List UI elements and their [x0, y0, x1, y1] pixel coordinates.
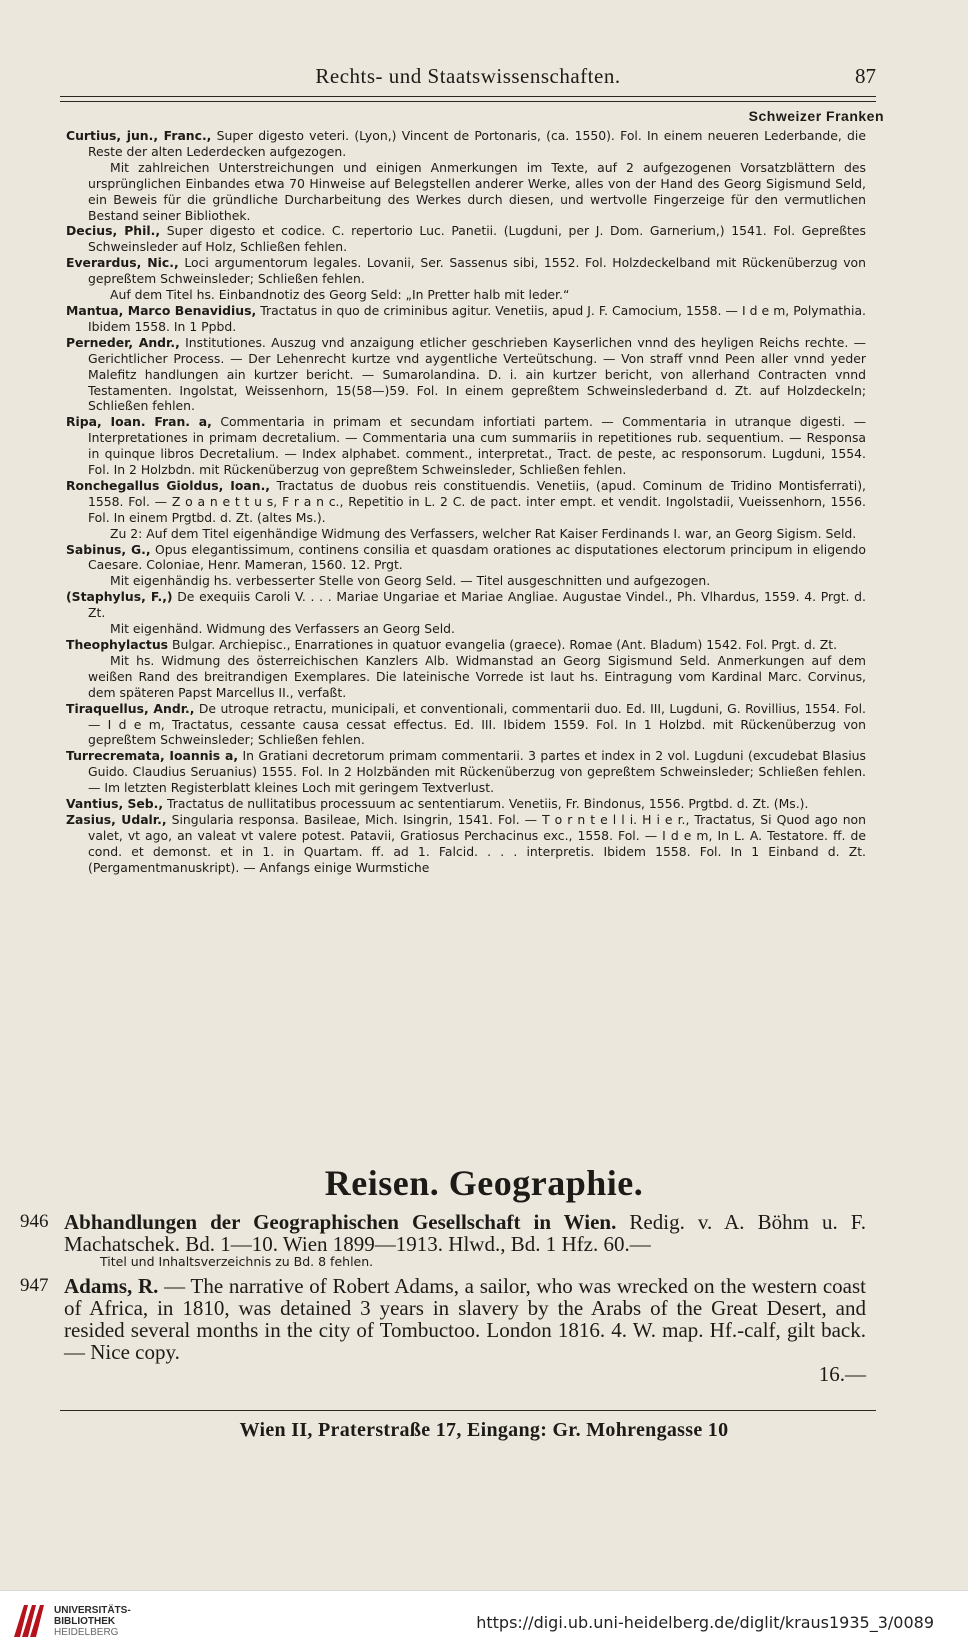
footer-rule [60, 1410, 876, 1411]
entry-text [64, 1211, 866, 1255]
entry-body: Commentaria in primam et secundam infortiati partem. — Commentaria in utranque digesti. — Interpretationes in primam decretalium. — Commentaria una cum summariis in repetitiones rub. sequentium. — Responsa in quinque libros Decretalium. — Index alphabet. comment., interpretat., Tract. de peste, ac responsorum. Lugduni, 1554. Fol. In 2 Holzbdn. mit Rückenüberzug von gepreßtem Schweinsleder, Schließen fehlen. [88, 414, 867, 478]
entry-note: Mit eigenhänd. Widmung des Verfassers an Georg Seld. [110, 621, 455, 637]
entry-author: Turrecremata, Ioannis a, [66, 748, 239, 764]
entry-text [66, 701, 866, 749]
entry-price: 60.— [603, 1232, 651, 1256]
catalog-entry [66, 128, 866, 223]
library-name-line1: UNIVERSITÄTS- [54, 1605, 131, 1616]
entry-body: Super digesto veteri. (Lyon,) Vincent de Portonaris, (ca. 1550). Fol. In einem neueren Lederbande, die Reste der alten Lederdecken aufgezogen. [88, 128, 866, 159]
entry-text [66, 542, 866, 574]
entry-author: Ronchegallus Gioldus, Ioan., [66, 477, 270, 493]
section-title: Reisen. Geographie. [324, 1163, 644, 1203]
library-logo-icon [10, 1601, 48, 1641]
entry-body: Redig. v. A. Böhm u. F. Machatschek. Bd. 1—10. Wien 1899—1913. Hlwd., Bd. 1 Hfz. [64, 1210, 866, 1256]
entry-author: Everardus, Nic., [66, 255, 179, 271]
entry-author: Abhandlungen der Geographischen Gesellschaft in Wien. [64, 1210, 617, 1234]
numbered-entry [20, 1211, 866, 1269]
catalog-entry [66, 303, 866, 335]
library-name [54, 1605, 131, 1638]
entry-text [66, 303, 866, 335]
entry-text [66, 748, 866, 796]
catalog-entry [66, 812, 866, 876]
catalog-entry [66, 335, 866, 415]
catalog-entry [66, 478, 866, 542]
entry-number: 946 [20, 1211, 49, 1232]
entry-note: Mit hs. Widmung des österreichischen Kanzlers Alb. Widmanstad an Georg Sigismund Seld. Anmerkungen auf dem weißen Rand des breitrandigen Exemplares. Die lateinische Vorrede ist laut hs. Eintragung vom Kardinal Marc. Corvinus, dem späteren Papst Marcellus II., verfaßt. [88, 652, 866, 700]
entry-price: 16.— [818, 1362, 866, 1386]
library-bar [0, 1590, 968, 1652]
entry-body: De utroque retractu, municipali, et conventionali, commentarii duo. Ed. III, Lugduni, G. Rovillius, 1554. Fol. — I d e m, Tractatus, cessante causa cessat effectus. Ed. III. Ibidem 1559. Fol. In 1 Holzbd. mit Rückenüberzug von gepreßtem Schweinsleder; Schließen fehlen. [88, 700, 866, 748]
catalog-entry [66, 414, 866, 478]
page-number: 87 [855, 64, 876, 88]
entry-text [66, 637, 866, 653]
running-head [60, 64, 876, 94]
catalog-entry [66, 589, 866, 637]
entry-body: — The narrative of Robert Adams, a sailor, who was wrecked on the western coast of Africa, in 1810, was detained 3 years in slavery by the Arabs of the Great Desert, and resided several months in the city of Tombuctoo. London 1816. 4. W. map. Hf.-calf, gilt back. — Nice copy. [64, 1274, 866, 1364]
catalog-entry [66, 223, 866, 255]
entry-author: Mantua, Marco Benavidius, [66, 302, 257, 318]
library-name-line3: HEIDELBERG [54, 1627, 119, 1638]
entry-text [66, 478, 866, 526]
entry-text [66, 414, 866, 478]
catalog-entry [66, 796, 866, 812]
numbered-entries [20, 1211, 866, 1391]
catalog-entry [66, 637, 866, 701]
currency-label: Schweizer Franken [748, 108, 884, 124]
entry-author: Adams, R. [64, 1274, 159, 1298]
entry-body: Tractatus de duobus reis constituendis. Venetiis, (apud. Cominum de Tridino Montisferrati), 1558. Fol. — Z o a n e t t u s, F r a n c., Repetitio in L. 2 C. de pact. inter empt. et vendit. Ingolstadii, Vueissenhorn, 1556. Fol. In einem Prgtbd. d. Zt. (altes Ms.). [88, 477, 866, 525]
entry-note: Mit zahlreichen Unterstreichungen und einigen Anmerkungen im Texte, auf 2 aufgezogenen Vorsatzblättern des ursprünglichen Einbandes etwa 70 Hinweise auf Belegstellen anderer Werke, alles von der Hand des Georg Sigismund Seld, ein Beweis für die gründliche Durcharbeitung des Werkes durch diesen, und wertvolle Fingerzeige für den vermutlichen Bestand seiner Bibliothek. [88, 159, 866, 223]
running-head-title: Rechts- und Staatswissenschaften. [315, 64, 621, 88]
entry-note: Mit eigenhändig hs. verbesserter Stelle von Georg Seld. — Titel ausgeschnitten und aufgezogen. [110, 573, 711, 589]
entry-note: Titel und Inhaltsverzeichnis zu Bd. 8 fehlen. [100, 1254, 374, 1269]
entry-body: In Gratiani decretorum primam commentarii. 3 partes et index in 2 vol. Lugduni (excudebat Blasius Guido. Claudius Seruanius) 1555. Fol. In 2 Holzbänden mit Rückenüberzug von gepreßtem Schweinsleder; Schließen fehlen. — Im letzten Registerblatt kleines Loch mit geringem Textverlust. [88, 748, 866, 796]
permalink-url[interactable]: https://digi.ub.uni-heidelberg.de/diglit/kraus1935_3/0089 [476, 1613, 934, 1632]
entry-body: Loci argumentorum legales. Lovanii, Ser. Sassenus sibi, 1552. Fol. Holzdeckelband mit Rückenüberzug von gepreßtem Schweinsleder; Schließen fehlen. [88, 255, 866, 287]
catalog-entry [66, 701, 866, 749]
header-rule [60, 96, 876, 102]
entry-body: Institutiones. Auszug vnd anzaigung etlicher geschrieben Kayserlichen vnnd des heyligen Reichs rechte. — Gerichtlicher Process. — Der Lehenrecht kurtze vnd aygentliche Verteütschung. — Von straff vnnd Peen aller vnnd yeder Malefitz handlungen ain kurtzer bericht. — Sumarolandina. D. i. ain kurtzer bericht, von allerhand Contracten vnnd Testamenten. Ingolstat, Weissenhorn, 15(58—)59. Fol. In einem gepreßtem Schweinslederband d. Zt. auf Holzdeckeln; Schließen fehlen. [88, 334, 866, 414]
numbered-entry [20, 1275, 866, 1385]
entry-body: Singularia responsa. Basileae, Mich. Isingrin, 1541. Fol. — T o r n t e l l i. H i e r., Tractatus, Si Quod ago non valet, vt ago, an valeat vt valere potest. Patavii, Gratiosus Perchacinus exc., 1558. Fol. — I d e m, In L. A. Testatore. ff. de cond. et demonst. et in 1. in Quartam. ff. ad 1. Falcid. . . . interpretis. Ibidem 1558. Fol. In 1 Einband d. Zt. (Pergamentmanuskript). — Anfangs einige Wurmstiche [88, 811, 866, 875]
entry-author: Zasius, Udalr., [66, 811, 167, 827]
catalog-entry [66, 748, 866, 796]
entry-author: Decius, Phil., [66, 223, 161, 239]
entry-body: Bulgar. Archiepisc., Enarrationes in quatuor evangelia (graece). Romae (Ant. Bladum) 1542. Fol. Prgt. d. Zt. [171, 637, 838, 652]
entry-body: Super digesto et codice. C. repertorio Luc. Panetii. (Lugduni, per J. Dom. Garnerium,) 1541. Fol. Gepreßtes Schweinsleder auf Holz, Schließen fehlen. [88, 223, 866, 255]
entry-body: Opus elegantissimum, continens consilia et quasdam orationes ac disputationes electorum principum in eligendo Caesare. Coloniae, Henr. Mameran, 1560. 12. Prgt. [88, 541, 866, 573]
entry-body: Tractatus in quo de criminibus agitur. Venetiis, apud J. F. Camocium, 1558. — I d e m, Polymathia. Ibidem 1558. In 1 Ppbd. [88, 302, 866, 334]
entry-author: Ripa, Ioan. Fran. a, [66, 414, 212, 430]
entry-author: Perneder, Andr., [66, 334, 180, 350]
entry-text [66, 589, 866, 621]
entry-text [66, 796, 866, 812]
entry-body: De exequiis Caroli V. . . . Mariae Ungariae et Mariae Angliae. Augustae Vindel., Ph. Vlhardus, 1559. 4. Prgt. d. Zt. [88, 589, 866, 621]
catalog-entry [66, 255, 866, 303]
entry-author: Theophylactus [66, 637, 169, 652]
entry-text [64, 1275, 866, 1385]
entry-author: Vantius, Seb., [66, 796, 164, 812]
entry-author: Tiraquellus, Andr., [66, 700, 195, 716]
footer-address: Wien II, Praterstraße 17, Eingang: Gr. Mohrengasse 10 [239, 1419, 729, 1441]
entry-author: (Staphylus, F.,) [66, 589, 173, 605]
catalog-entry [66, 542, 866, 590]
entry-text [66, 128, 866, 160]
library-name-line2: BIBLIOTHEK [54, 1616, 116, 1627]
entry-body: Tractatus de nullitatibus processuum ac sententiarum. Venetiis, Fr. Bindonus, 1556. Prgtbd. d. Zt. (Ms.). [167, 796, 809, 812]
entry-text [66, 223, 866, 255]
entry-author: Sabinus, G., [66, 541, 151, 557]
entry-note: Auf dem Titel hs. Einbandnotiz des Georg Seld: „In Pretter halb mit leder.“ [110, 287, 570, 303]
entry-note: Zu 2: Auf dem Titel eigenhändige Widmung des Verfassers, welcher Rat Kaiser Ferdinands I. war, an Georg Sigism. Seld. [110, 525, 857, 541]
catalog-entries [66, 128, 866, 876]
entry-number: 947 [20, 1275, 49, 1296]
entry-text [66, 255, 866, 287]
entry-text [66, 335, 866, 415]
entry-author: Curtius, jun., Franc., [66, 128, 212, 143]
entry-text [66, 812, 866, 876]
